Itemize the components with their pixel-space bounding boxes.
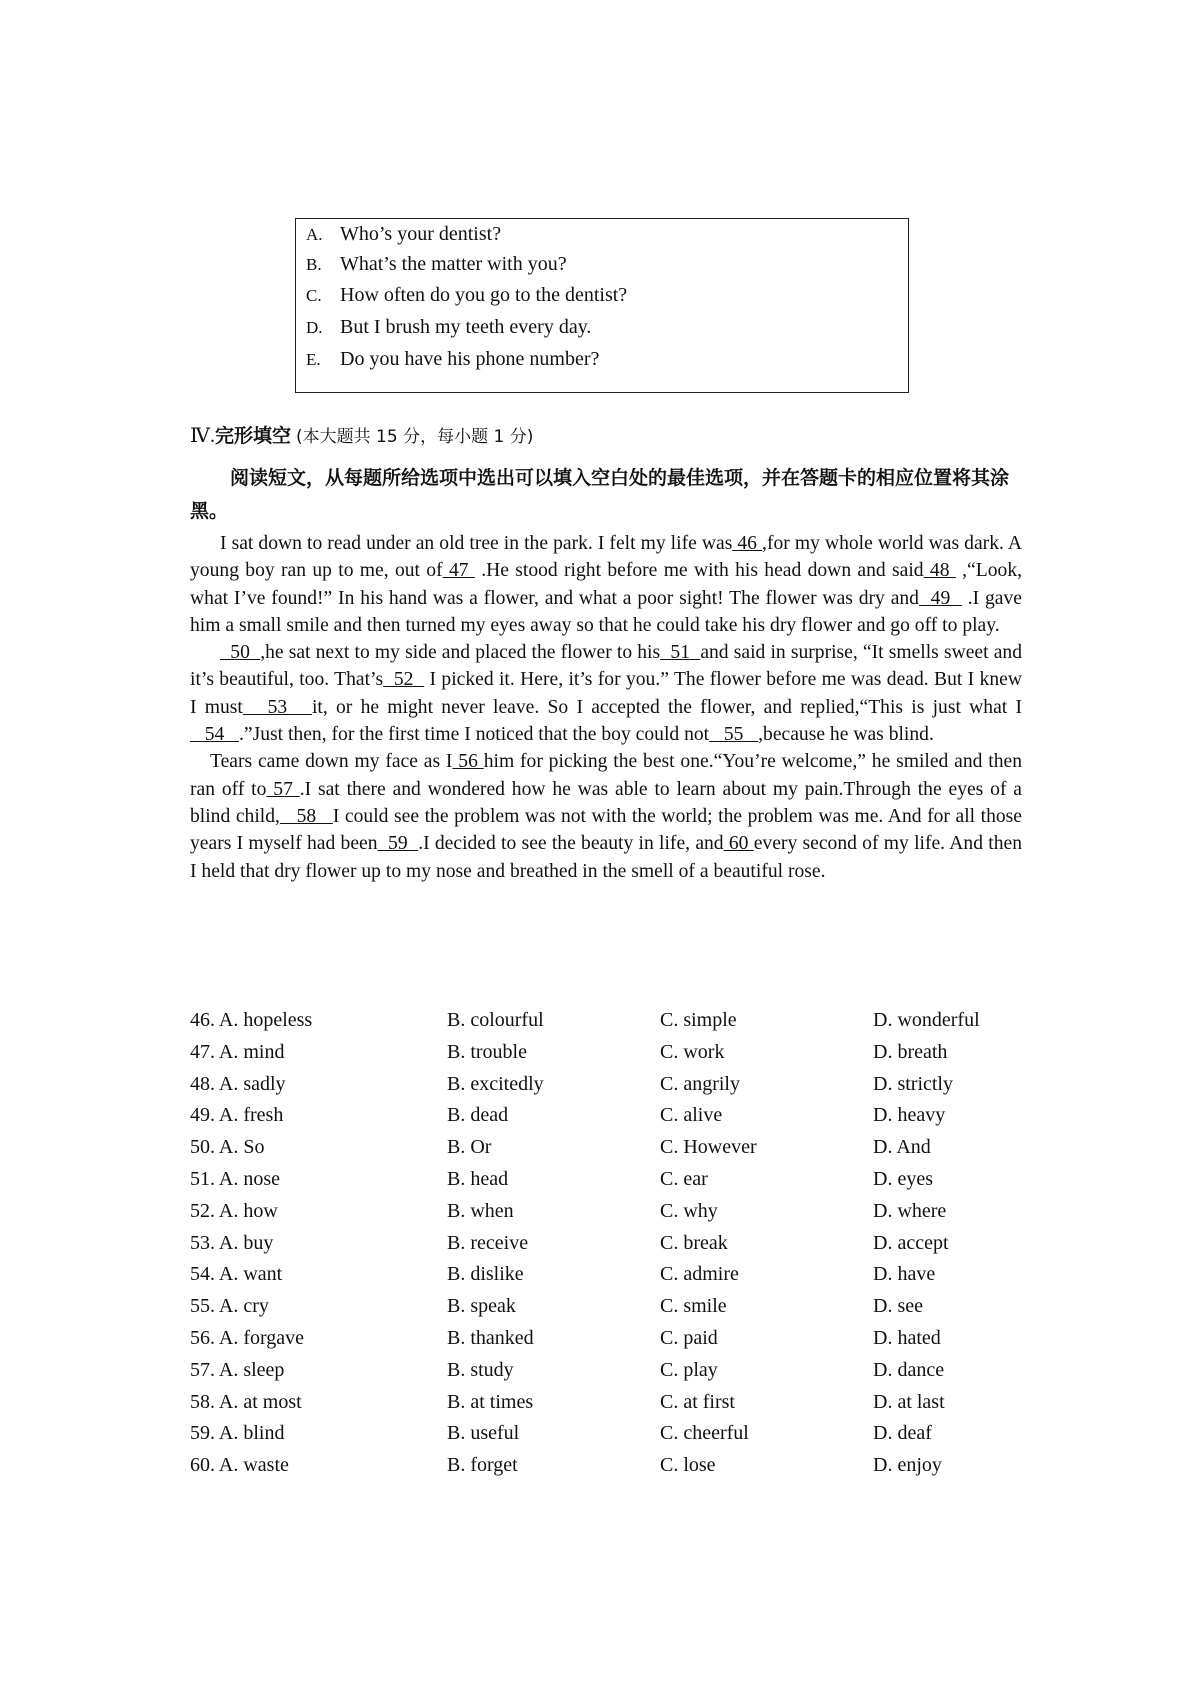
choice-a: 49. A. fresh [190,1104,284,1127]
choice-row-46 [190,1005,1030,1037]
choice-a: 56. A. forgave [190,1326,305,1349]
choice-d: D. And [873,1136,931,1159]
choice-a: 52. A. how [190,1199,278,1222]
option-b [306,249,567,279]
blank-49: 49 [918,587,962,609]
choice-row-52 [190,1196,1030,1228]
option-letter: E. [306,350,321,369]
choice-c: C. play [660,1358,718,1381]
passage-text: I picked it. Here, it’s for you.” The flower before me was dead. But I knew I must [190,669,1023,718]
passage-text: ,“Look, what I’ve found!” In his hand was a flower, and what a poor sight! The flower was dry and [190,560,1023,609]
choice-a: 55. A. cry [190,1295,269,1318]
choice-a: 46. A. hopeless [190,1009,313,1031]
choice-row-53 [190,1228,1030,1260]
choice-d: D. see [873,1295,923,1318]
choice-b: B. excitedly [447,1072,544,1095]
passage-text: I sat down to read under an old tree in the park. I felt my life was [220,533,733,554]
choice-row-50 [190,1132,1030,1164]
choice-c: C. ear [660,1167,708,1190]
option-a [306,219,501,249]
choice-c: C. why [660,1199,718,1222]
choice-row-58 [190,1387,1030,1419]
blank-48: 48 [923,560,956,582]
passage-text: him for picking the best one.“You’re welcome,” he smiled and then ran off to [190,751,1023,800]
paragraph-1 [190,530,1022,639]
choice-c: C. alive [660,1104,723,1127]
passage-text: .I decided to see the beauty in life, and [418,833,724,855]
choice-b: B. receive [447,1231,529,1254]
choice-c: C. work [660,1040,725,1063]
choice-c: C. angrily [660,1072,740,1095]
blank-60: 60 [723,833,754,855]
choice-row-59 [190,1418,1030,1450]
choice-c: C. break [660,1231,728,1254]
choice-a: 50. A. So [190,1136,265,1159]
option-text: But I brush my teeth every day. [340,316,592,338]
passage-text: I could see the problem was not with the world; the problem was me. And for all those years I myself had been [190,805,1023,855]
choice-d: D. at last [873,1390,945,1413]
choice-c: C. However [660,1136,757,1159]
option-e [306,344,599,374]
blank-55: 55 [709,724,759,746]
passage-text: .He stood right before me with his head down and said [474,560,924,582]
blank-50: 50 [220,642,261,664]
passage-text: every second of my life. And then I held that dry flower up to my nose and breathed in the smell of a beautiful rose. [190,833,1023,882]
choice-row-57 [190,1355,1030,1387]
choice-d: D. strictly [873,1072,953,1095]
choice-c: C. admire [660,1263,739,1286]
blank-56: 56 [452,751,484,773]
choice-a: 51. A. nose [190,1167,280,1190]
option-c [306,280,627,310]
choice-a: 53. A. buy [190,1231,274,1254]
choice-d: D. eyes [873,1167,933,1190]
blank-46: 46 [732,533,763,554]
choice-row-55 [190,1291,1030,1323]
choice-row-56 [190,1323,1030,1355]
paragraph-3 [190,748,1022,884]
choice-row-49 [190,1100,1030,1132]
option-text: Do you have his phone number? [340,348,600,370]
cloze-passage [190,530,1022,885]
choice-b: B. dislike [447,1263,524,1286]
passage-text: .I sat there and wondered how he was able to learn about my pain.Through the eyes of a blind child, [190,778,1022,827]
choice-b: B. head [447,1167,509,1190]
blank-57: 57 [266,778,300,800]
choice-b: B. speak [447,1295,516,1318]
section-title: 完形填空 [214,425,291,447]
choice-row-51 [190,1164,1030,1196]
passage-text: it, or he might never leave. So I accepted the flower, and replied,“This is just what I [311,696,1023,718]
choice-d: D. enjoy [873,1454,942,1477]
section-score: (本大题共 15 分，每小题 1 分) [296,427,534,447]
choice-b: B. useful [447,1422,520,1445]
passage-text: Tears came down my face as I [210,751,453,773]
section-heading [190,421,533,451]
option-d [306,312,591,342]
choice-b: B. when [447,1199,514,1222]
choice-row-48 [190,1069,1030,1101]
choice-c: C. paid [660,1326,718,1349]
blank-59: 59 [377,833,419,855]
choice-d: D. deaf [873,1422,932,1445]
blank-54: 54 [190,724,239,746]
option-letter: B. [306,255,322,274]
choice-a: 48. A. sadly [190,1072,286,1095]
choice-a: 60. A. waste [190,1454,289,1477]
choice-a: 59. A. blind [190,1422,285,1445]
choice-a: 54. A. want [190,1263,283,1286]
passage-text: .I gave him a small smile and then turned my eyes away so that he could take his dry flower and go off to play. [190,587,1022,636]
choice-c: C. lose [660,1454,716,1477]
choice-d: D. breath [873,1040,948,1063]
instructions: 阅读短文，从每题所给选项中选出可以填入空白处的最佳选项，并在答题卡的相应位置将其涂黑。 [190,467,1010,522]
option-text: What’s the matter with you? [340,253,567,275]
passage-text: ,because he was blind. [758,724,934,746]
choice-b: B. dead [447,1104,509,1127]
choice-d: D. have [873,1263,936,1286]
passage-text: ,he sat next to my side and placed the flower to his [260,642,661,664]
choice-c: C. at first [660,1390,735,1413]
blank-53: 53 [242,696,312,718]
passage-text: .”Just then, for the first time I noticed that the boy could not [238,724,710,746]
option-text: Who’s your dentist? [340,223,502,245]
choice-b: B. thanked [447,1326,534,1349]
choice-d: D. wonderful [873,1009,980,1031]
passage-text: and said in surprise, “It smells sweet and it’s beautiful, too. That’s [190,642,1023,691]
option-text: How often do you go to the dentist? [340,284,628,306]
choice-b: B. at times [447,1390,534,1413]
section-numeral: Ⅳ. [190,425,215,447]
choice-d: D. accept [873,1231,949,1254]
choice-b: B. study [447,1358,514,1381]
choice-b: B. Or [447,1136,492,1159]
choice-a: 58. A. at most [190,1390,302,1413]
option-letter: A. [306,225,323,244]
choice-c: C. cheerful [660,1422,749,1445]
choice-row-54 [190,1259,1030,1291]
blank-52: 52 [383,669,425,691]
choice-a: 47. A. mind [190,1040,285,1063]
choice-c: C. simple [660,1009,737,1031]
choice-d: D. hated [873,1326,941,1349]
choice-d: D. where [873,1199,947,1222]
answer-choices [190,1005,1030,1482]
choice-c: C. smile [660,1295,727,1318]
choice-b: B. colourful [447,1009,544,1031]
choice-row-47 [190,1037,1030,1069]
passage-text: ,for my whole world was dark. A young boy ran up to me, out of [190,533,1023,582]
choice-row-60 [190,1450,1030,1482]
choice-b: B. forget [447,1454,518,1477]
choice-d: D. dance [873,1358,945,1381]
option-letter: C. [306,286,322,305]
paragraph-2 [190,639,1022,748]
blank-51: 51 [660,642,701,664]
dialogue-options-box [295,218,909,393]
choice-b: B. trouble [447,1040,527,1063]
choice-d: D. heavy [873,1104,946,1127]
choice-a: 57. A. sleep [190,1358,285,1381]
option-letter: D. [306,318,323,337]
blank-47: 47 [442,560,475,582]
blank-58: 58 [279,805,333,827]
